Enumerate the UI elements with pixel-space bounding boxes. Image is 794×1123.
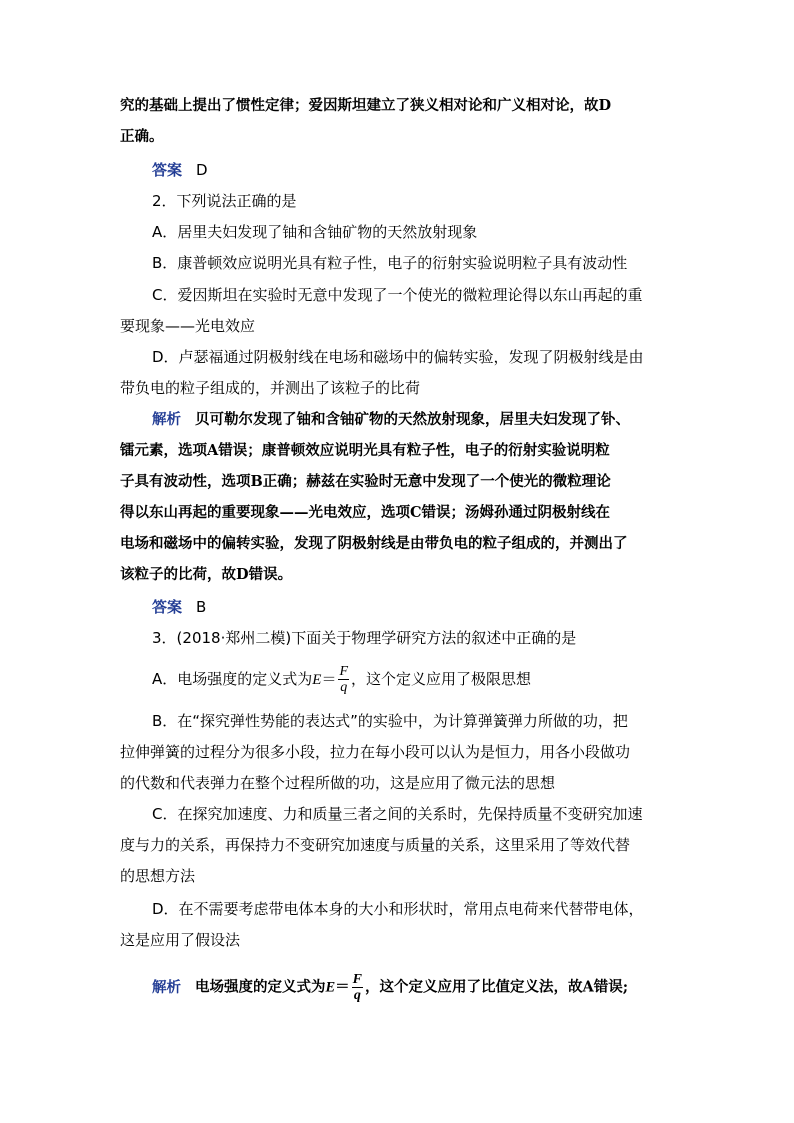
q3-option-b-line-3: 的代数和代表弹力在整个过程所做的功，这是应用了微元法的思想	[120, 774, 556, 792]
q3-option-d-line-2: 这是应用了假设法	[120, 931, 241, 949]
formula-numerator: F	[339, 664, 349, 679]
q3-option-c-line-3: 的思想方法	[120, 867, 196, 885]
q2-option-d-line-1: D．卢瑟福通过阴极射线在电场和磁场中的偏转实验，发现了阴极射线是由	[152, 348, 644, 366]
formula-lhs: E	[325, 979, 336, 996]
q2-answer-row	[152, 596, 206, 618]
q2-option-a: A．居里夫妇发现了铀和含铀矿物的天然放射现象	[152, 223, 478, 241]
formula-lhs: E	[312, 672, 322, 688]
q2-option-b: B．康普顿效应说明光具有粒子性，电子的衍射实验说明粒子具有波动性	[152, 254, 628, 272]
answer-label: 答案	[152, 161, 183, 179]
q1-answer-value: D	[196, 161, 208, 179]
prev-explanation-line-2: 正确。	[120, 128, 164, 145]
q3-option-a-prefix: A．电场强度的定义式为	[152, 670, 313, 688]
answer-label: 答案	[152, 598, 183, 616]
q2-explanation-line-4: 得以东山再起的重要现象——光电效应，选项C错误；汤姆孙通过阴极射线在	[120, 504, 611, 521]
q3-explanation-suffix: ，这个定义应用了比值定义法，故A错误;	[365, 978, 629, 996]
formula-numerator: F	[352, 972, 363, 987]
q2-answer-value: B	[196, 598, 207, 616]
q2-option-d-line-2: 带负电的粒子组成的，并测出了该粒子的比荷	[120, 379, 421, 397]
q3-stem: 3．(2018·郑州二模)下面关于物理学研究方法的叙述中正确的是	[152, 629, 577, 647]
prev-explanation-line-1: 究的基础上提出了惯性定律；爱因斯坦建立了狭义相对论和广义相对论，故D	[120, 97, 612, 114]
formula-fraction	[338, 664, 349, 695]
q2-explanation-line-3: 子具有波动性，选项B正确；赫兹在实验时无意中发现了一个使光的微粒理论	[120, 473, 611, 490]
q3-option-a	[152, 664, 531, 695]
q2-option-c-line-1: C．爱因斯坦在实验时无意中发现了一个使光的微粒理论得以东山再起的重	[152, 286, 643, 304]
q3-option-c-line-2: 度与力的关系，再保持力不变研究加速度与质量的关系，这里采用了等效代替	[120, 836, 631, 854]
q3-option-b-line-2: 拉伸弹簧的过程分为很多小段，拉力在每小段可以认为是恒力，用各小段做功	[120, 743, 631, 761]
formula-equals: ＝	[321, 670, 337, 688]
q1-answer-row	[152, 159, 208, 181]
formula-fraction	[352, 972, 363, 1003]
q3-explanation-prefix: 电场强度的定义式为	[195, 978, 326, 996]
q2-option-c-line-2: 要现象——光电效应	[120, 317, 256, 335]
analysis-label: 解析	[152, 412, 181, 428]
q3-explanation-line-1	[152, 972, 628, 1003]
q3-option-d-line-1: D．在不需要考虑带电体本身的大小和形状时，常用点电荷来代替带电体，	[152, 900, 644, 918]
q2-explanation-line-1	[152, 409, 630, 431]
q2-stem: 2．下列说法正确的是	[152, 192, 297, 210]
formula-denominator: q	[353, 988, 361, 1003]
q3-option-b-line-1: B．在“探究弹性势能的表达式”的实验中，为计算弹簧弹力所做的功，把	[152, 712, 628, 730]
q3-option-c-line-1: C．在探究加速度、力和质量三者之间的关系时，先保持质量不变研究加速	[152, 805, 643, 823]
q3-option-a-suffix: ，这个定义应用了极限思想	[351, 670, 532, 688]
q2-explanation-line-5: 电场和磁场中的偏转实验，发现了阴极射线是由带负电的粒子组成的，并测出了	[120, 535, 628, 552]
formula-equals: ＝	[335, 978, 350, 996]
analysis-label: 解析	[152, 979, 181, 996]
q2-explanation-text-1: 贝可勒尔发现了铀和含铀矿物的天然放射现象，居里夫妇发现了钋、	[195, 411, 630, 428]
q2-explanation-line-2: 镭元素，选项A错误；康普顿效应说明光具有粒子性，电子的衍射实验说明粒	[120, 442, 610, 459]
formula-denominator: q	[340, 680, 348, 695]
q2-explanation-line-6: 该粒子的比荷，故D错误。	[120, 566, 293, 583]
